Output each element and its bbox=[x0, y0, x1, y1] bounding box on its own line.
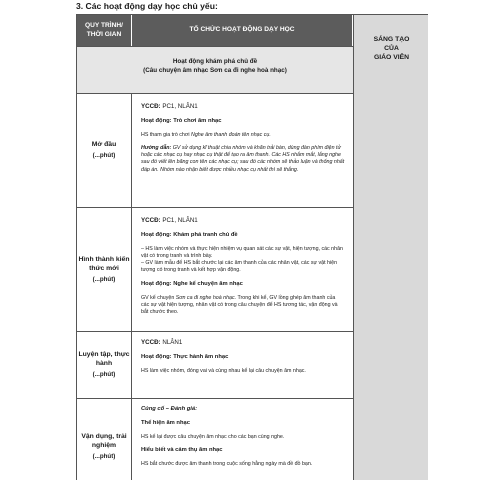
topic-subtitle: (Câu chuyện âm nhạc Sơn ca đi nghe hoà nhạc) bbox=[143, 67, 287, 75]
header-col1-line2: THỜI GIAN bbox=[86, 30, 122, 38]
requirement-code bbox=[141, 339, 345, 348]
activity-label: Hoạt động: bbox=[141, 117, 172, 124]
row-application bbox=[77, 399, 353, 480]
phase-name: Mở đầu bbox=[91, 141, 117, 149]
row-new-knowledge bbox=[77, 208, 353, 332]
activity-title bbox=[141, 232, 345, 240]
activity-label: Hoạt động: bbox=[141, 280, 172, 287]
requirement-code bbox=[141, 103, 345, 112]
phase-time: (...phút) bbox=[92, 371, 116, 379]
phase-name: Hình thành kiến thức mới bbox=[78, 255, 130, 272]
story-text: GV kể chuyện bbox=[141, 294, 175, 301]
phase-time: (...phút) bbox=[92, 275, 116, 283]
header-col3-line2: CỦA bbox=[384, 44, 399, 52]
activity-cell bbox=[132, 94, 353, 207]
row-opening bbox=[77, 94, 353, 208]
lesson-table bbox=[76, 14, 428, 480]
phase-cell bbox=[77, 94, 132, 207]
bullet-item: – GV làm mẫu để HS bắt chước lại các âm thanh của các nhân vật, các sự vật hiện tượng có trong tranh và kết hợp vận động. bbox=[141, 260, 338, 274]
activity-title bbox=[141, 354, 345, 362]
bullet-item: – HS làm việc nhóm và thực hiện nhiệm vụ quan sát các sự vật, hiện tượng, các nhân vật có trong tranh và trình bày. bbox=[141, 245, 343, 259]
activity-description bbox=[141, 132, 345, 139]
code-label: YCCĐ: bbox=[141, 339, 161, 346]
activity-cell bbox=[132, 208, 353, 331]
subsection-text: HS kể lại được câu chuyện âm nhạc cho các bạn cùng nghe. bbox=[141, 433, 285, 440]
header-teacher-creativity bbox=[354, 36, 429, 62]
story-text: Trong khi kể, GV lồng ghép âm thanh của các sự vật hiện tượng, nhân vật có trong câu chuyện để HS tương tác, vận động và bắt chước theo. bbox=[141, 294, 338, 316]
header-process-time bbox=[77, 15, 132, 46]
phase-time: (...phút) bbox=[92, 453, 116, 461]
header-col1-line1: QUY TRÌNH/ bbox=[85, 22, 123, 30]
requirement-code bbox=[141, 217, 345, 226]
activity-name: Trò chơi âm nhạc bbox=[173, 117, 222, 124]
header-teaching-activities: TỔ CHỨC HOẠT ĐỘNG DẠY HỌC bbox=[132, 15, 353, 46]
topic-title: Hoạt động khám phá chủ đề bbox=[172, 58, 258, 65]
guide-label: Hướng dẫn: bbox=[141, 144, 172, 151]
code-value: PC1, NLÂN1 bbox=[162, 217, 198, 224]
code-value: PC1, NLÂN1 bbox=[162, 103, 198, 110]
phase-cell bbox=[77, 399, 132, 480]
code-label: YCCĐ: bbox=[141, 217, 161, 224]
topic-band bbox=[77, 46, 353, 94]
desc-italic: Nghe âm thanh đoán tên nhạc cụ. bbox=[191, 131, 271, 138]
activity-title bbox=[141, 281, 345, 289]
subsection-title: Thể hiện âm nhạc bbox=[141, 419, 190, 426]
guide-text: GV sử dụng kĩ thuật chia nhóm và khăn trải bàn, dùng đàn phím điện tử hoặc các nhạc cụ hay nhạc cụ thật để tạo ra âm thanh. Các HS nhắm mắt, lắng nghe sau đó viết lên băng con tên các nhạc cụ; sau đó các nhóm sẽ thảo luận và thống nhất đáp án. Nhóm nào nhận biết được nhiều nhạc cụ nhất thì sẽ thắng. bbox=[141, 144, 345, 173]
code-value: NLÂN1 bbox=[162, 339, 183, 346]
activity-title bbox=[141, 118, 345, 126]
activity-cell bbox=[132, 332, 353, 398]
activity-name: Thực hành âm nhạc bbox=[173, 353, 229, 360]
subsection-title: Hiểu biết và cảm thụ âm nhạc bbox=[141, 447, 223, 454]
consolidate-label: Củng cố – Đánh giá: bbox=[141, 406, 198, 412]
story-paragraph bbox=[141, 295, 345, 317]
story-title: Sơn ca đi nghe hoà nhạc. bbox=[175, 294, 237, 301]
activity-label: Hoạt động: bbox=[141, 353, 172, 360]
activity-label: Hoạt động: bbox=[141, 231, 172, 238]
phase-time: (...phút) bbox=[92, 152, 116, 160]
row-practice bbox=[77, 332, 353, 399]
phase-cell bbox=[77, 208, 132, 331]
teacher-creativity-column bbox=[353, 15, 428, 480]
activity-description: HS làm việc nhóm, đóng vai và cùng nhau kể lại câu chuyện âm nhạc. bbox=[141, 367, 306, 374]
phase-name: Vận dụng, trải nghiệm bbox=[81, 433, 127, 450]
phase-name: Luyện tập, thực hành bbox=[78, 351, 130, 368]
activity-name: Nghe kể chuyện âm nhạc bbox=[173, 280, 243, 287]
phase-cell bbox=[77, 332, 132, 398]
section-heading: 3. Các hoạt động dạy học chủ yếu: bbox=[76, 1, 218, 11]
activity-bullets bbox=[141, 246, 345, 275]
code-label: YCCĐ: bbox=[141, 103, 161, 110]
activity-name: Khám phá tranh chủ đề bbox=[173, 231, 238, 238]
header-col3-line1: SÁNG TẠO bbox=[373, 36, 410, 43]
activity-cell bbox=[132, 399, 353, 480]
header-col3-line3: GIÁO VIÊN bbox=[373, 53, 410, 61]
desc-text: HS tham gia trò chơi bbox=[141, 131, 190, 138]
subsection-text: HS bắt chước được âm thanh trong cuộc sống hằng ngày mà đề đồ bạn. bbox=[141, 461, 313, 468]
guide-paragraph bbox=[141, 145, 345, 174]
